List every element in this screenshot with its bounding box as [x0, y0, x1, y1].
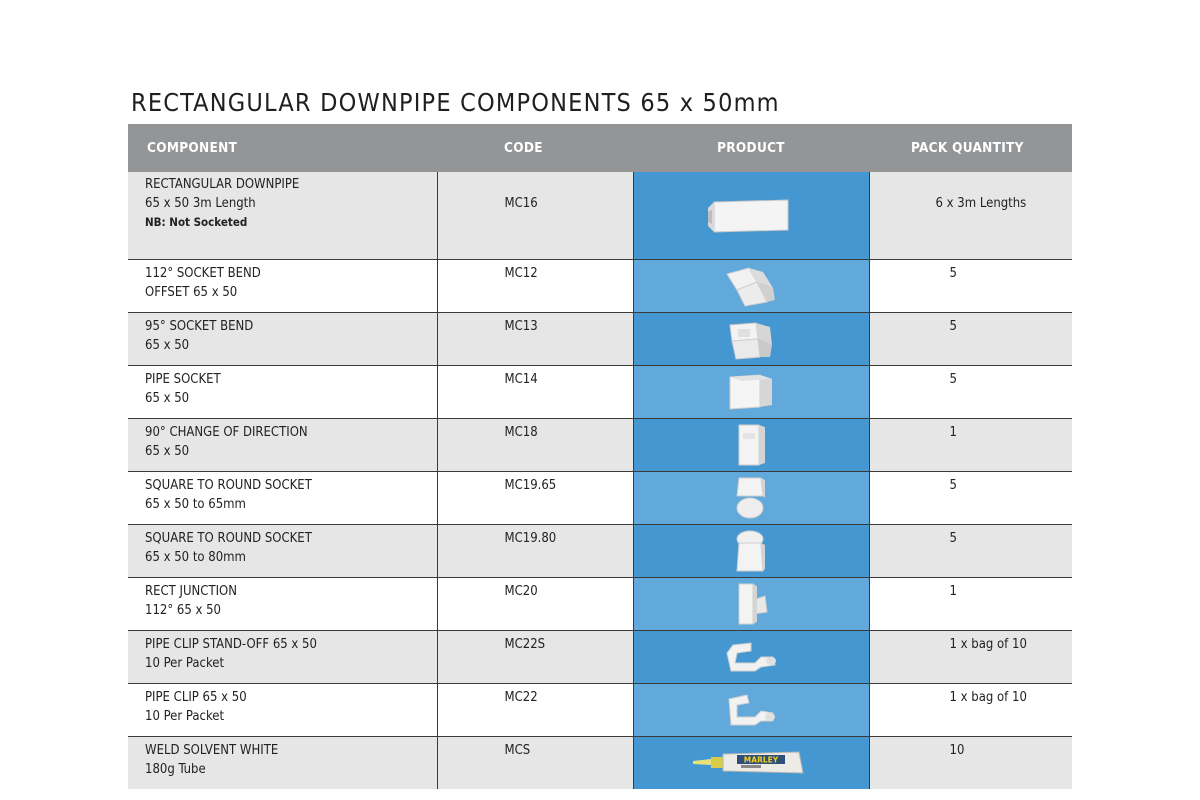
component-size: 65 x 50 to 65mm: [145, 496, 246, 512]
pipe-clip-icon: [721, 691, 781, 729]
code-cell: MC19.65: [437, 472, 633, 525]
weld-solvent-tube-icon: [691, 748, 811, 778]
component-name: RECT JUNCTION: [145, 584, 238, 599]
component-size: 65 x 50 3m Length: [145, 195, 256, 211]
component-size: 65 x 50: [145, 390, 190, 406]
code-cell: MC12: [437, 260, 633, 313]
component-cell: [128, 419, 437, 472]
page-title: RECTANGULAR DOWNPIPE COMPONENTS 65 x 50mm: [131, 88, 780, 117]
table-row: [128, 578, 1072, 631]
pipe-socket-icon: [726, 371, 776, 413]
table-header: [128, 124, 1072, 172]
component-size: 10 Per Packet: [145, 655, 225, 671]
rectangular-downpipe-icon: [706, 196, 796, 236]
component-name: 90° CHANGE OF DIRECTION: [145, 425, 308, 440]
code-cell: MC14: [437, 366, 633, 419]
component-name: SQUARE TO ROUND SOCKET: [145, 478, 312, 493]
table-row: [128, 525, 1072, 578]
component-name: SQUARE TO ROUND SOCKET: [145, 531, 312, 546]
code-cell: MC16: [437, 172, 633, 260]
product-cell: [633, 525, 869, 578]
component-cell: [128, 578, 437, 631]
socket-bend-95-icon: [726, 317, 776, 361]
pack-quantity-cell: 1: [869, 419, 1072, 472]
product-cell: [633, 578, 869, 631]
table-row: [128, 313, 1072, 366]
table-row: [128, 366, 1072, 419]
component-size: 65 x 50: [145, 443, 190, 459]
product-cell: [633, 172, 869, 260]
pack-quantity-cell: 1 x bag of 10: [869, 631, 1072, 684]
product-cell: [633, 419, 869, 472]
component-name: PIPE CLIP STAND-OFF 65 x 50: [145, 637, 317, 652]
header-product: PRODUCT: [633, 124, 869, 172]
rect-junction-icon: [731, 582, 771, 626]
component-cell: [128, 737, 437, 790]
component-name: RECTANGULAR DOWNPIPE: [145, 177, 300, 192]
table-row: [128, 172, 1072, 260]
pack-quantity-cell: 5: [869, 366, 1072, 419]
product-cell: [633, 260, 869, 313]
code-cell: MCS: [437, 737, 633, 790]
component-cell: [128, 366, 437, 419]
table-row: [128, 631, 1072, 684]
socket-bend-112-icon: [723, 264, 779, 308]
component-size: 112° 65 x 50: [145, 602, 221, 618]
pack-quantity-cell: 5: [869, 313, 1072, 366]
pack-quantity-cell: 1 x bag of 10: [869, 684, 1072, 737]
table-row: [128, 260, 1072, 313]
component-name: 95° SOCKET BEND: [145, 319, 254, 334]
component-size: 180g Tube: [145, 761, 206, 777]
pipe-clip-stand-off-icon: [721, 639, 781, 675]
pack-quantity-cell: 5: [869, 525, 1072, 578]
component-size: 65 x 50 to 80mm: [145, 549, 246, 565]
product-cell: [633, 472, 869, 525]
component-size: OFFSET 65 x 50: [145, 284, 238, 300]
component-cell: [128, 525, 437, 578]
change-of-direction-icon: [733, 423, 769, 467]
component-cell: [128, 631, 437, 684]
component-cell: [128, 172, 437, 260]
square-to-round-socket-icon: [731, 529, 771, 573]
pack-quantity-cell: 5: [869, 260, 1072, 313]
pack-quantity-cell: 10: [869, 737, 1072, 790]
pack-quantity-cell: 6 x 3m Lengths: [869, 172, 1072, 260]
component-size: 10 Per Packet: [145, 708, 225, 724]
code-cell: MC22: [437, 684, 633, 737]
table-body: [128, 172, 1072, 789]
component-cell: [128, 472, 437, 525]
square-to-round-socket-icon: [731, 476, 771, 520]
product-cell: [633, 684, 869, 737]
component-cell: [128, 260, 437, 313]
product-cell: [633, 631, 869, 684]
product-cell: [633, 366, 869, 419]
product-cell: [633, 737, 869, 790]
table-row: [128, 472, 1072, 525]
component-name: PIPE SOCKET: [145, 372, 221, 387]
component-name: 112° SOCKET BEND: [145, 266, 261, 281]
component-name: PIPE CLIP 65 x 50: [145, 690, 247, 705]
pack-quantity-cell: 1: [869, 578, 1072, 631]
header-code: CODE: [437, 124, 633, 172]
component-note: NB: Not Socketed: [145, 215, 248, 229]
code-cell: MC18: [437, 419, 633, 472]
components-table: [128, 124, 1072, 789]
component-size: 65 x 50: [145, 337, 190, 353]
header-component: COMPONENT: [128, 124, 437, 172]
component-cell: [128, 684, 437, 737]
pack-quantity-cell: 5: [869, 472, 1072, 525]
header-pack-quantity: PACK QUANTITY: [869, 124, 1072, 172]
table-row: [128, 737, 1072, 790]
table-row: [128, 419, 1072, 472]
marley-logo-text: MARLEY: [743, 755, 779, 765]
code-cell: MC13: [437, 313, 633, 366]
component-name: WELD SOLVENT WHITE: [145, 743, 279, 758]
code-cell: MC19.80: [437, 525, 633, 578]
code-cell: MC22S: [437, 631, 633, 684]
component-cell: [128, 313, 437, 366]
table-row: [128, 684, 1072, 737]
product-cell: [633, 313, 869, 366]
code-cell: MC20: [437, 578, 633, 631]
